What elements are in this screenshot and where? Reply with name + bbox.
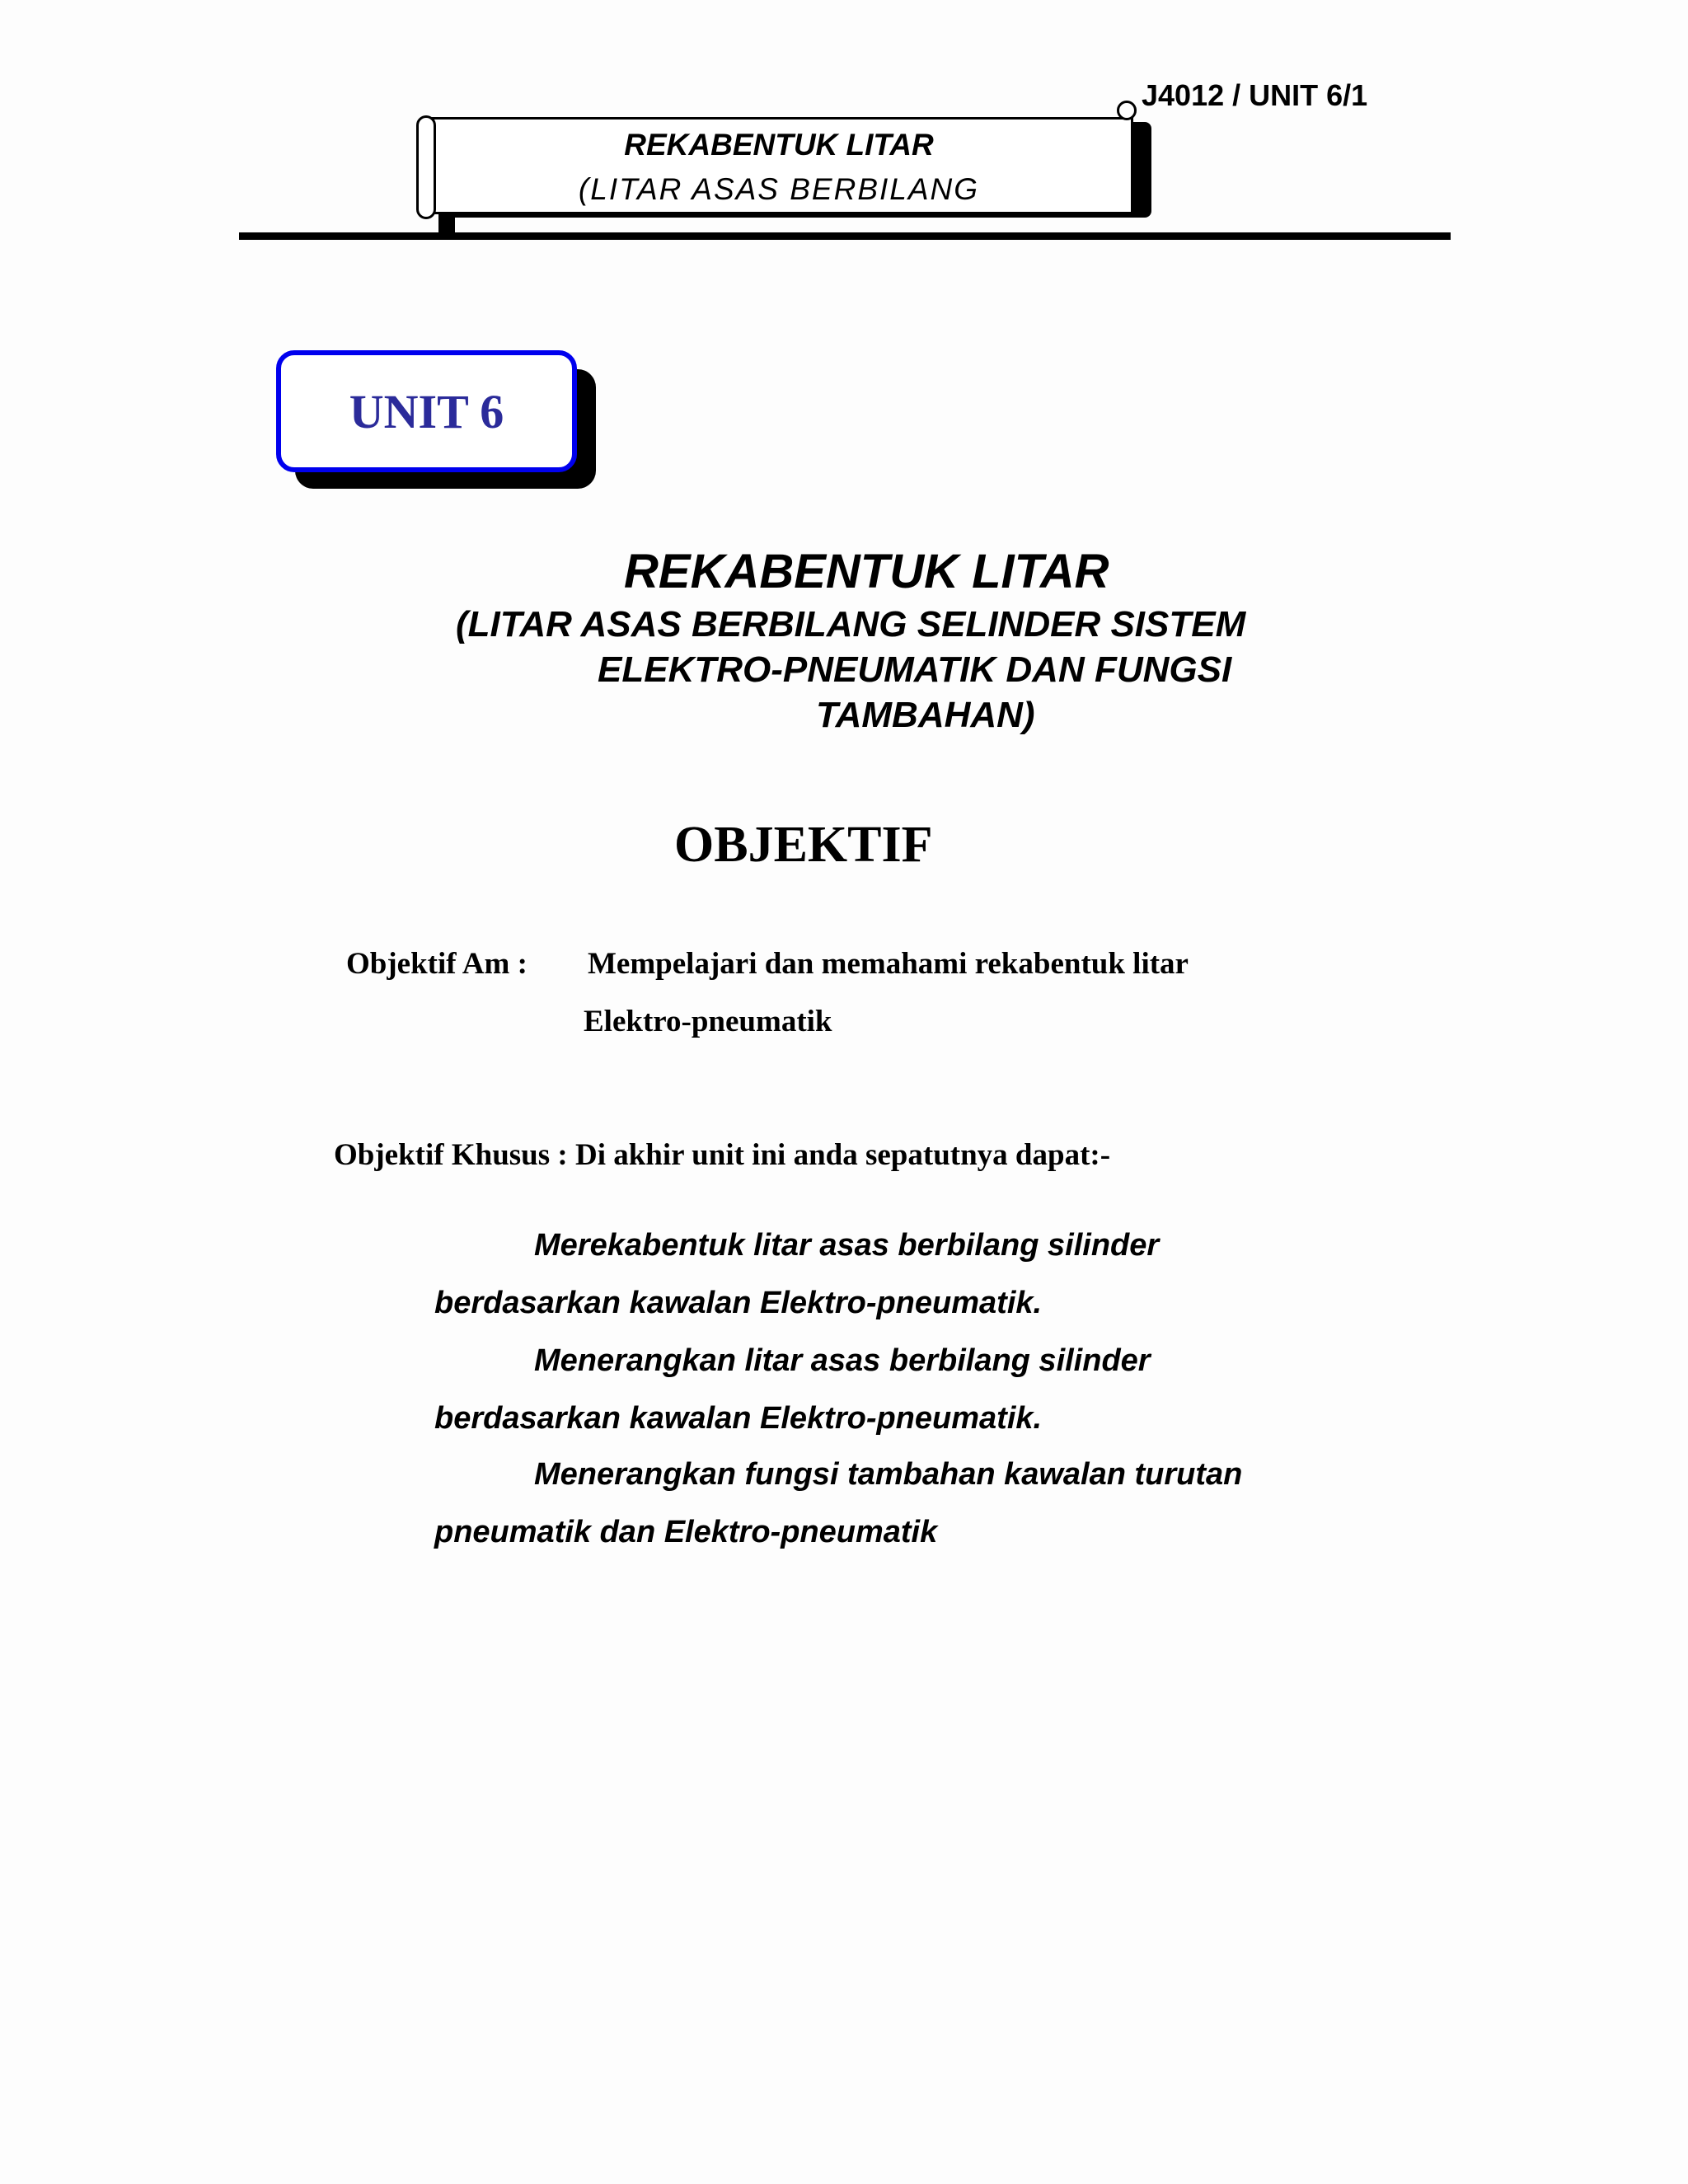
specific-objective-label: Objektif Khusus : Di akhir unit ini anda sepatutnya dapat:- — [334, 1138, 1111, 1172]
objective-item-3-line-1: Menerangkan fungsi tambahan kawalan turutan — [534, 1457, 1243, 1492]
general-objective-text-2: Elektro-pneumatik — [584, 1005, 832, 1038]
objective-item-2-line-1: Menerangkan litar asas berbilang silinder — [534, 1343, 1151, 1378]
page-code: J4012 / UNIT 6/1 — [1142, 78, 1368, 112]
subtitle-line-2: ELEKTRO-PNEUMATIK DAN FUNGSI — [598, 649, 1232, 690]
subtitle-line-3: TAMBAHAN) — [816, 695, 1035, 735]
header-banner — [424, 117, 1133, 214]
objective-item-3-line-2: pneumatik dan Elektro-pneumatik — [434, 1515, 938, 1549]
scroll-curl-icon — [1117, 101, 1137, 120]
scroll-roll-left — [416, 115, 436, 219]
general-objective-text-1: Mempelajari dan memahami rekabentuk litar — [588, 947, 1189, 981]
objectives-heading: OBJEKTIF — [674, 817, 933, 873]
objective-item-2-line-2: berdasarkan kawalan Elektro-pneumatik. — [434, 1401, 1043, 1436]
header-rule — [239, 232, 1451, 240]
unit-badge — [276, 350, 577, 472]
banner-subtitle: (LITAR ASAS BERBILANG — [578, 172, 980, 206]
objective-item-1-line-2: berdasarkan kawalan Elektro-pneumatik. — [434, 1286, 1043, 1320]
objective-item-1-line-1: Merekabentuk litar asas berbilang silinder — [534, 1228, 1160, 1263]
unit-badge-label: UNIT 6 — [349, 384, 504, 438]
general-objective-label: Objektif Am : — [346, 947, 528, 981]
subtitle-line-1: (LITAR ASAS BERBILANG SELINDER SISTEM — [456, 604, 1246, 644]
main-title: REKABENTUK LITAR — [624, 545, 1109, 598]
banner-title: REKABENTUK LITAR — [624, 128, 934, 162]
